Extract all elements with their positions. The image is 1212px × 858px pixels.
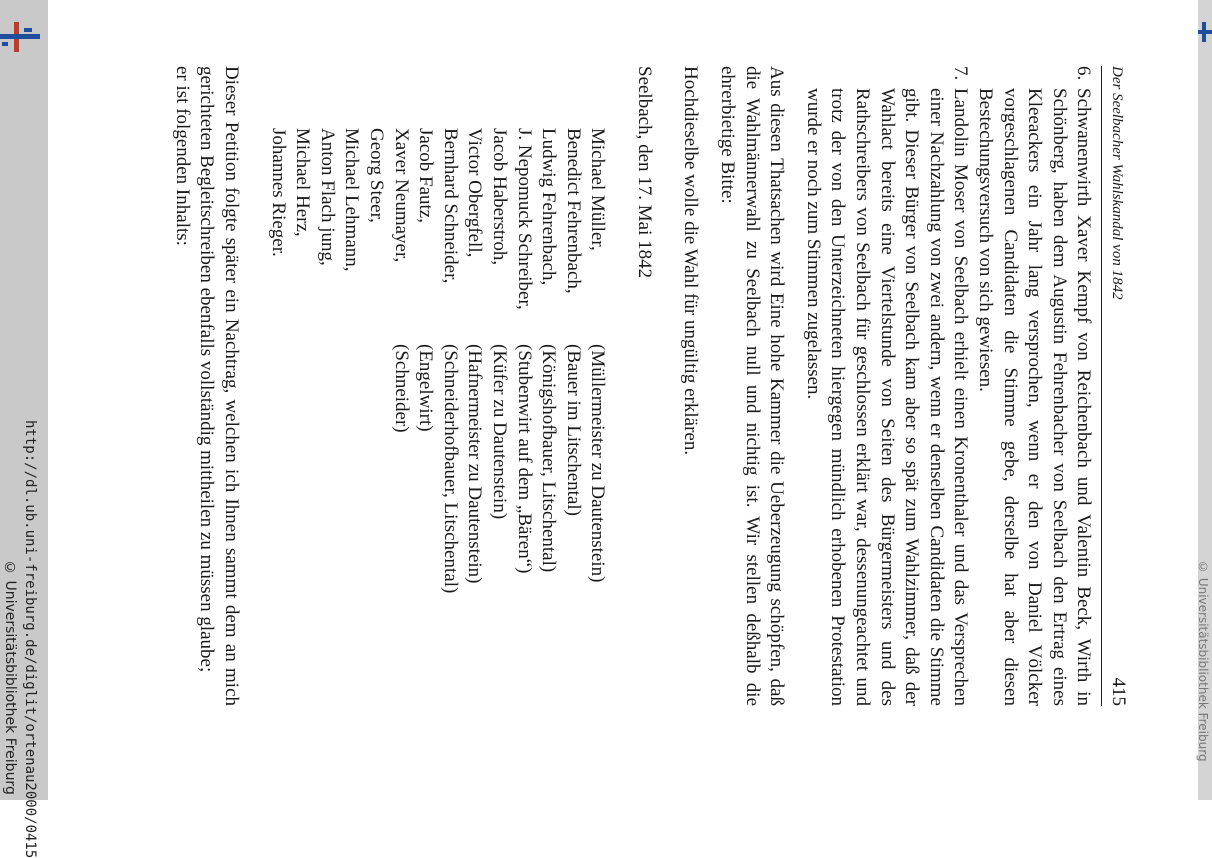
- signer-row: [437, 128, 462, 706]
- signer-role: (Königshofbauer, Litschental): [538, 344, 560, 573]
- signer-role: (Müllermeister zu Dautenstein): [587, 344, 609, 583]
- signer-row: [560, 128, 585, 706]
- signer-row: [363, 128, 388, 706]
- closing-paragraph: Dieser Petition folgte später ein Nachtrag, welchen ich Ihnen sammt dem an mich gerichteten Begleitschreiben ebenfalls vollständig mittheilen zu müssen glaube;: [196, 66, 242, 706]
- signer-name: Benedict Fehrenbach,: [562, 128, 584, 294]
- item-text: Schwanenwirth Xaver Kempf von Reichenbach und Valentin Beck, Wirth in Schönberg, haben dem Augustin Fehrenbacher von Seelbach den Ertrag eines Kleeackers ein Jahr lang versprochen, wenn er den von Daniel Völcker vorgeschlagenen Candidaten die Stimme gebe, derselbe hat aber diesen Bestechungsversuch von sich gewiesen.: [975, 88, 1095, 706]
- signer-name: Anton Flach jung,: [316, 128, 338, 266]
- library-logo-icon: [0, 22, 40, 52]
- signer-name: Michael Lehmann,: [341, 128, 363, 272]
- signer-name: Victor Obergfell,: [464, 128, 486, 258]
- signer-row: [486, 128, 511, 706]
- closing-line: er ist folgenden Inhalts:: [171, 66, 193, 246]
- signer-row: [265, 128, 290, 706]
- conclusion-paragraph: Aus diesen Thatsachen wird Eine hohe Kammer die Ueberzeugung schöpfen, daß die Wahlmännerwahl zu Seelbach null und nichtig ist. Wir stellen deßhalb die ehrerbietige Bitte:: [717, 66, 788, 706]
- signer-name: Johannes Rieger.: [267, 128, 289, 257]
- signer-name: Jacob Haberstroh,: [488, 128, 510, 266]
- signer-row: [511, 128, 536, 706]
- signer-row: [462, 128, 487, 706]
- signer-name: Xaver Neumayer,: [390, 128, 412, 263]
- signer-row: [413, 128, 438, 706]
- numbered-item: [972, 66, 1095, 706]
- signer-row: [314, 128, 339, 706]
- signer-name: Jacob Fautz,: [415, 128, 437, 223]
- page-number: 415: [1108, 677, 1129, 706]
- signer-role: (Küfer zu Dautenstein): [488, 344, 510, 520]
- signer-name: Ludwig Fehrenbach,: [538, 128, 560, 286]
- signer-name: Michael Müller,: [587, 128, 609, 251]
- signer-list: [265, 128, 609, 706]
- signer-row: [388, 128, 413, 706]
- running-title: Der Seelbacher Wahlskandal von 1842: [1109, 66, 1125, 300]
- signer-role: (Schneiderhofbauer, Litschental): [439, 344, 461, 594]
- signer-role: (Hafnermeister zu Dautenstein): [464, 344, 486, 584]
- document-page: [150, 66, 1130, 706]
- numbered-item: [800, 66, 972, 706]
- item-number: 6.: [1073, 66, 1095, 81]
- signer-row: [585, 128, 610, 706]
- signer-row: [339, 128, 364, 706]
- signer-name: Bernhard Schneider,: [439, 128, 461, 284]
- signer-name: Georg Steer,: [365, 128, 387, 223]
- copyright-notice-right: © Universitätsbibliothek Freiburg: [1196, 560, 1210, 762]
- signer-role: (Bauer im Litschental): [562, 344, 584, 516]
- request-paragraph: Hochdieselbe wolle die Wahl für ungültig erklären.: [680, 66, 702, 456]
- signer-row: [536, 128, 561, 706]
- dateline: Seelbach, den 17. Mai 1842: [633, 66, 655, 279]
- item-text: Landolin Moser von Seelbach erhielt einen Kronenthaler und das Versprechen einer Nachzahlung von zwei andern, wenn er denselben Candidaten die Stimme gibt. Dieser Bürger von Seelbach kam aber so spät zum Wahlzimmer, daß der Wahlact bereits eine Viertelstunde von Seiten des Bürgermeisters und des Rathschreibers von Seelbach für geschlossen erklärt war, dessenungeachtet und trotz der von den Unterzeichneten hiergegen mündlich erhobenen Protestation wurde er noch zum Stimmen zugelassen.: [802, 88, 972, 706]
- signer-role: (Stubenwirt auf dem „Bären“): [513, 344, 535, 574]
- source-url[interactable]: http://dl.ub.uni-freiburg.de/diglit/ortenau2000/0415: [22, 420, 38, 858]
- signer-row: [290, 128, 315, 706]
- copyright-notice: © Universitätsbibliothek Freiburg: [2, 560, 18, 795]
- signer-role: (Schneider): [390, 344, 412, 433]
- library-logo-icon-right: [1198, 22, 1212, 42]
- signer-name: Michael Herz,: [292, 128, 314, 237]
- item-number: 7.: [950, 66, 972, 81]
- signer-role: (Engelwirt): [415, 344, 437, 432]
- signer-name: J. Nepomuck Schreiber,: [513, 128, 535, 310]
- page-header: [1101, 66, 1130, 706]
